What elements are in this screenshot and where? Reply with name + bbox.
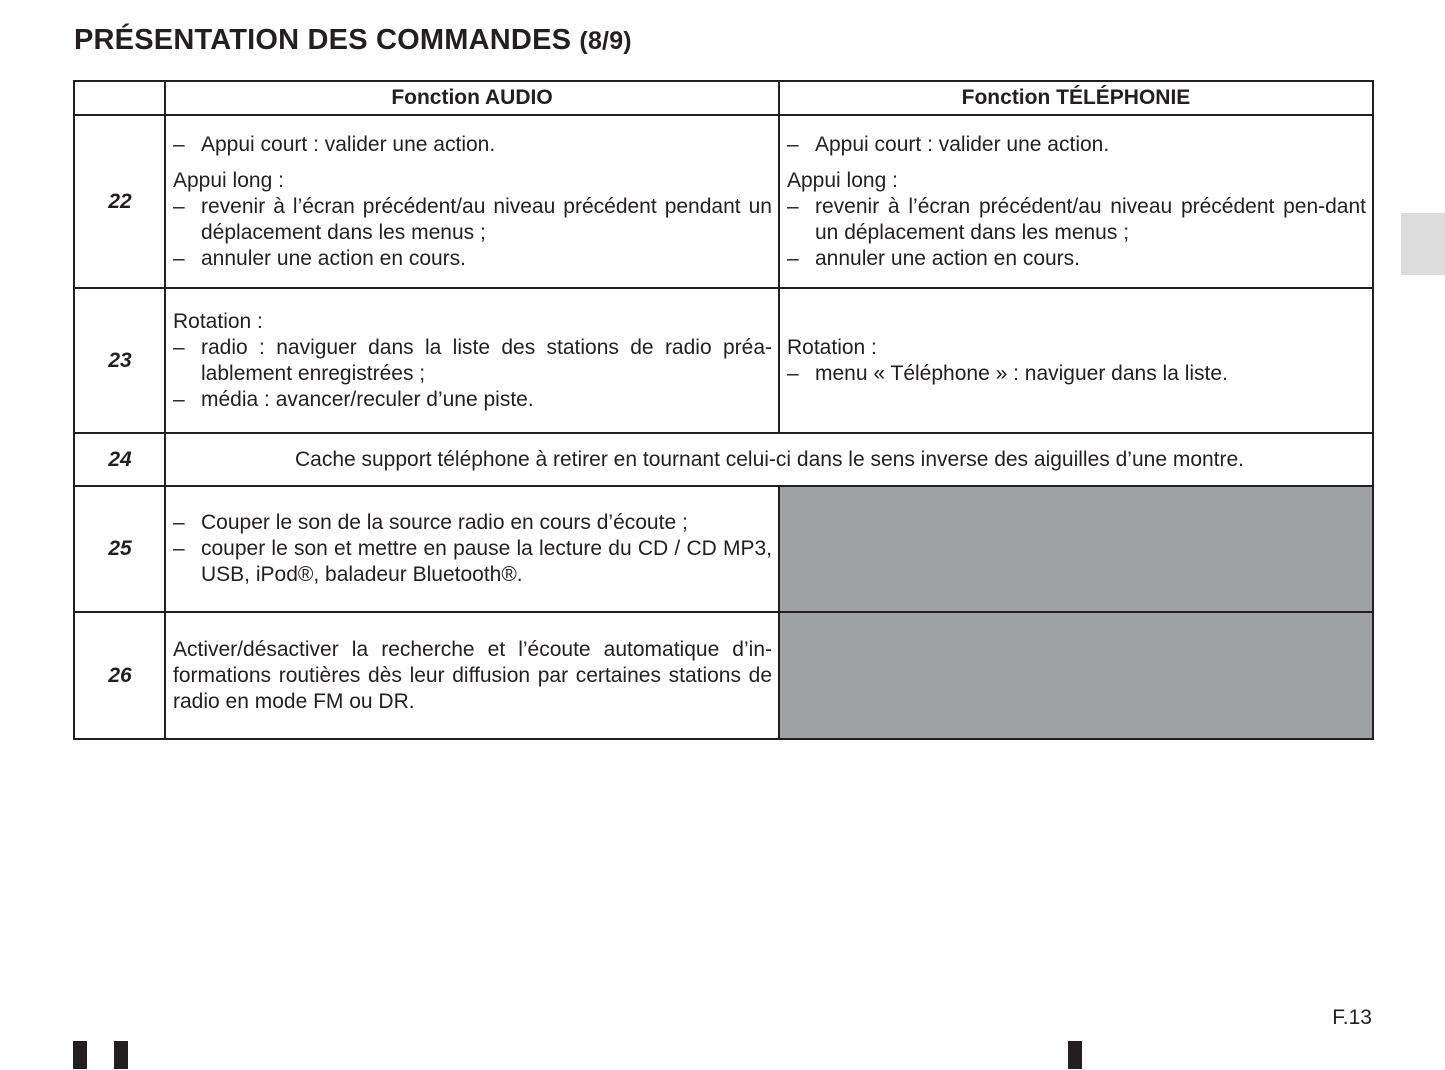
audio-cell [165, 486, 779, 612]
dash-list [173, 194, 772, 272]
audio-cell [165, 115, 779, 288]
dash-list [173, 132, 772, 158]
header-number-cell [74, 81, 165, 115]
list-item: – média : avancer/reculer d’une piste. [173, 387, 772, 413]
row-label: Appui long : [787, 168, 898, 192]
row-number: 25 [74, 486, 165, 612]
row-label: Appui long : [173, 168, 284, 192]
row-number: 23 [74, 288, 165, 433]
list-item: – revenir à l’écran précédent/au niveau précédent pendant un déplacement dans les menus ; [173, 194, 772, 246]
dash-list [787, 361, 1366, 387]
telephonie-cell [779, 115, 1373, 288]
dash-list [173, 510, 772, 588]
empty-grey-cell [779, 486, 1373, 612]
telephonie-cell [779, 288, 1373, 433]
table-row [74, 115, 1373, 288]
merged-cell: Cache support téléphone à retirer en tournant celui-ci dans le sens inverse des aiguilles d’une montre. [165, 433, 1373, 486]
commands-table [73, 80, 1374, 740]
header-audio: Fonction AUDIO [165, 81, 779, 115]
list-item: – Couper le son de la source radio en cours d’écoute ; [173, 510, 772, 536]
row-number: 24 [74, 433, 165, 486]
list-item: – annuler une action en cours. [787, 246, 1366, 272]
list-item: – couper le son et mettre en pause la lecture du CD / CD MP3, USB, iPod®, baladeur Bluetooth®. [173, 536, 772, 588]
empty-grey-cell [779, 612, 1373, 739]
audio-cell [165, 288, 779, 433]
audio-cell [165, 612, 779, 739]
print-registration-mark [1068, 1041, 1082, 1069]
table-row [74, 433, 1373, 486]
page-title-part: (8/9) [579, 27, 632, 55]
page-number: F.13 [1332, 1006, 1372, 1029]
table-row [74, 288, 1373, 433]
list-item: – Appui court : valider une action. [787, 132, 1366, 158]
print-registration-mark [73, 1041, 87, 1069]
list-item: – annuler une action en cours. [173, 246, 772, 272]
print-registration-mark [114, 1041, 128, 1069]
table-row [74, 486, 1373, 612]
row-label: Rotation : [787, 335, 877, 359]
row-number: 26 [74, 612, 165, 739]
table-row [74, 612, 1373, 739]
table-header-row [74, 81, 1373, 115]
dash-list [787, 194, 1366, 272]
dash-list [173, 335, 772, 413]
page-title [74, 24, 632, 57]
dash-list [787, 132, 1366, 158]
cell-text: Activer/désactiver la recherche et l’écoute automatique d’in-formations routières dès leur diffusion par certaines stations de radio en mode FM ou DR. [173, 637, 772, 713]
page-title-main: PRÉSENTATION DES COMMANDES [74, 24, 572, 56]
header-telephonie: Fonction TÉLÉPHONIE [779, 81, 1373, 115]
list-item: – menu « Téléphone » : naviguer dans la liste. [787, 361, 1366, 387]
chapter-tab-marker [1401, 213, 1445, 275]
list-item: – radio : naviguer dans la liste des stations de radio préa-lablement enregistrées ; [173, 335, 772, 387]
row-number: 22 [74, 115, 165, 288]
row-label: Rotation : [173, 309, 263, 333]
list-item: – Appui court : valider une action. [173, 132, 772, 158]
list-item: – revenir à l’écran précédent/au niveau précédent pen-dant un déplacement dans les menus ; [787, 194, 1366, 246]
